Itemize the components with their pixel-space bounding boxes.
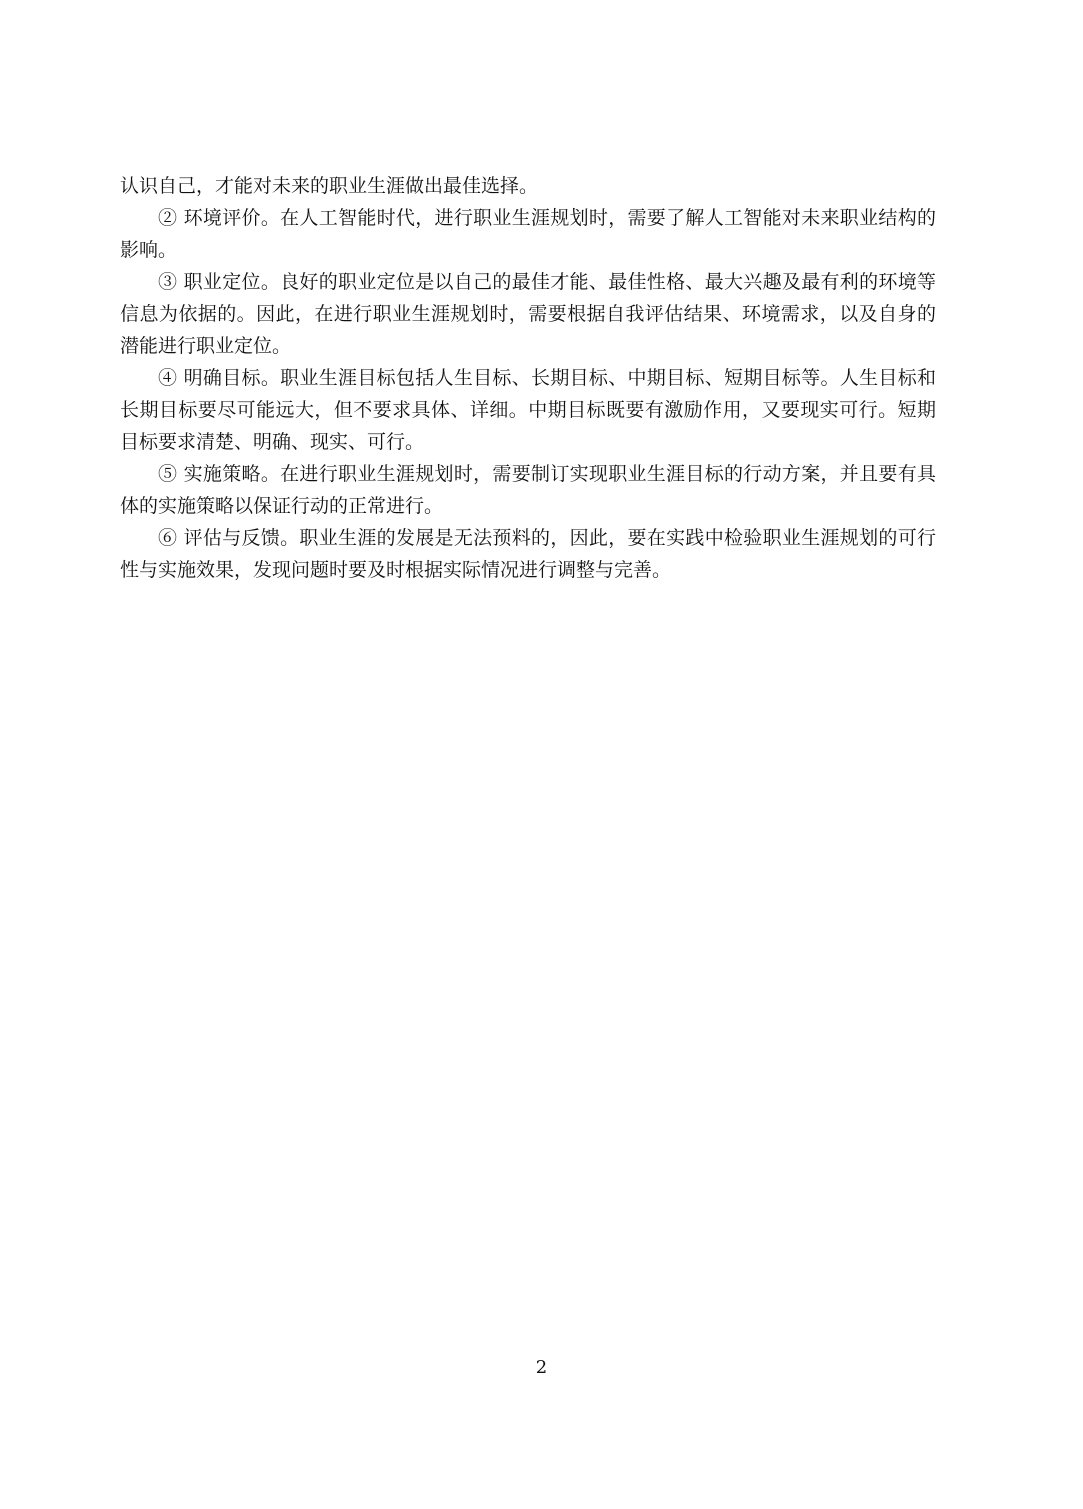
paragraph-3: ③ 职业定位。良好的职业定位是以自己的最佳才能、最佳性格、最大兴趣及最有利的环境等信息为依据的。因此，在进行职业生涯规划时，需要根据自我评估结果、环境需求，以及自身的潜能进行职业定位。 [120, 271, 936, 357]
paragraph-5: ⑤ 实施策略。在进行职业生涯规划时，需要制订实现职业生涯目标的行动方案，并且要有具体的实施策略以保证行动的正常进行。 [120, 463, 936, 517]
paragraph-4: ④ 明确目标。职业生涯目标包括人生目标、长期目标、中期目标、短期目标等。人生目标和长期目标要尽可能远大，但不要求具体、详细。中期目标既要有激励作用，又要现实可行。短期目标要求清楚、明确、现实、可行。 [120, 367, 936, 453]
paragraph-2: ② 环境评价。在人工智能时代，进行职业生涯规划时，需要了解人工智能对未来职业结构的影响。 [120, 207, 936, 261]
page-number: 2 [535, 1357, 548, 1378]
paragraph-1: 认识自己，才能对未来的职业生涯做出最佳选择。 [120, 175, 539, 197]
document-body [120, 170, 936, 586]
paragraph-6: ⑥ 评估与反馈。职业生涯的发展是无法预料的，因此，要在实践中检验职业生涯规划的可行性与实施效果，发现问题时要及时根据实际情况进行调整与完善。 [120, 527, 936, 581]
